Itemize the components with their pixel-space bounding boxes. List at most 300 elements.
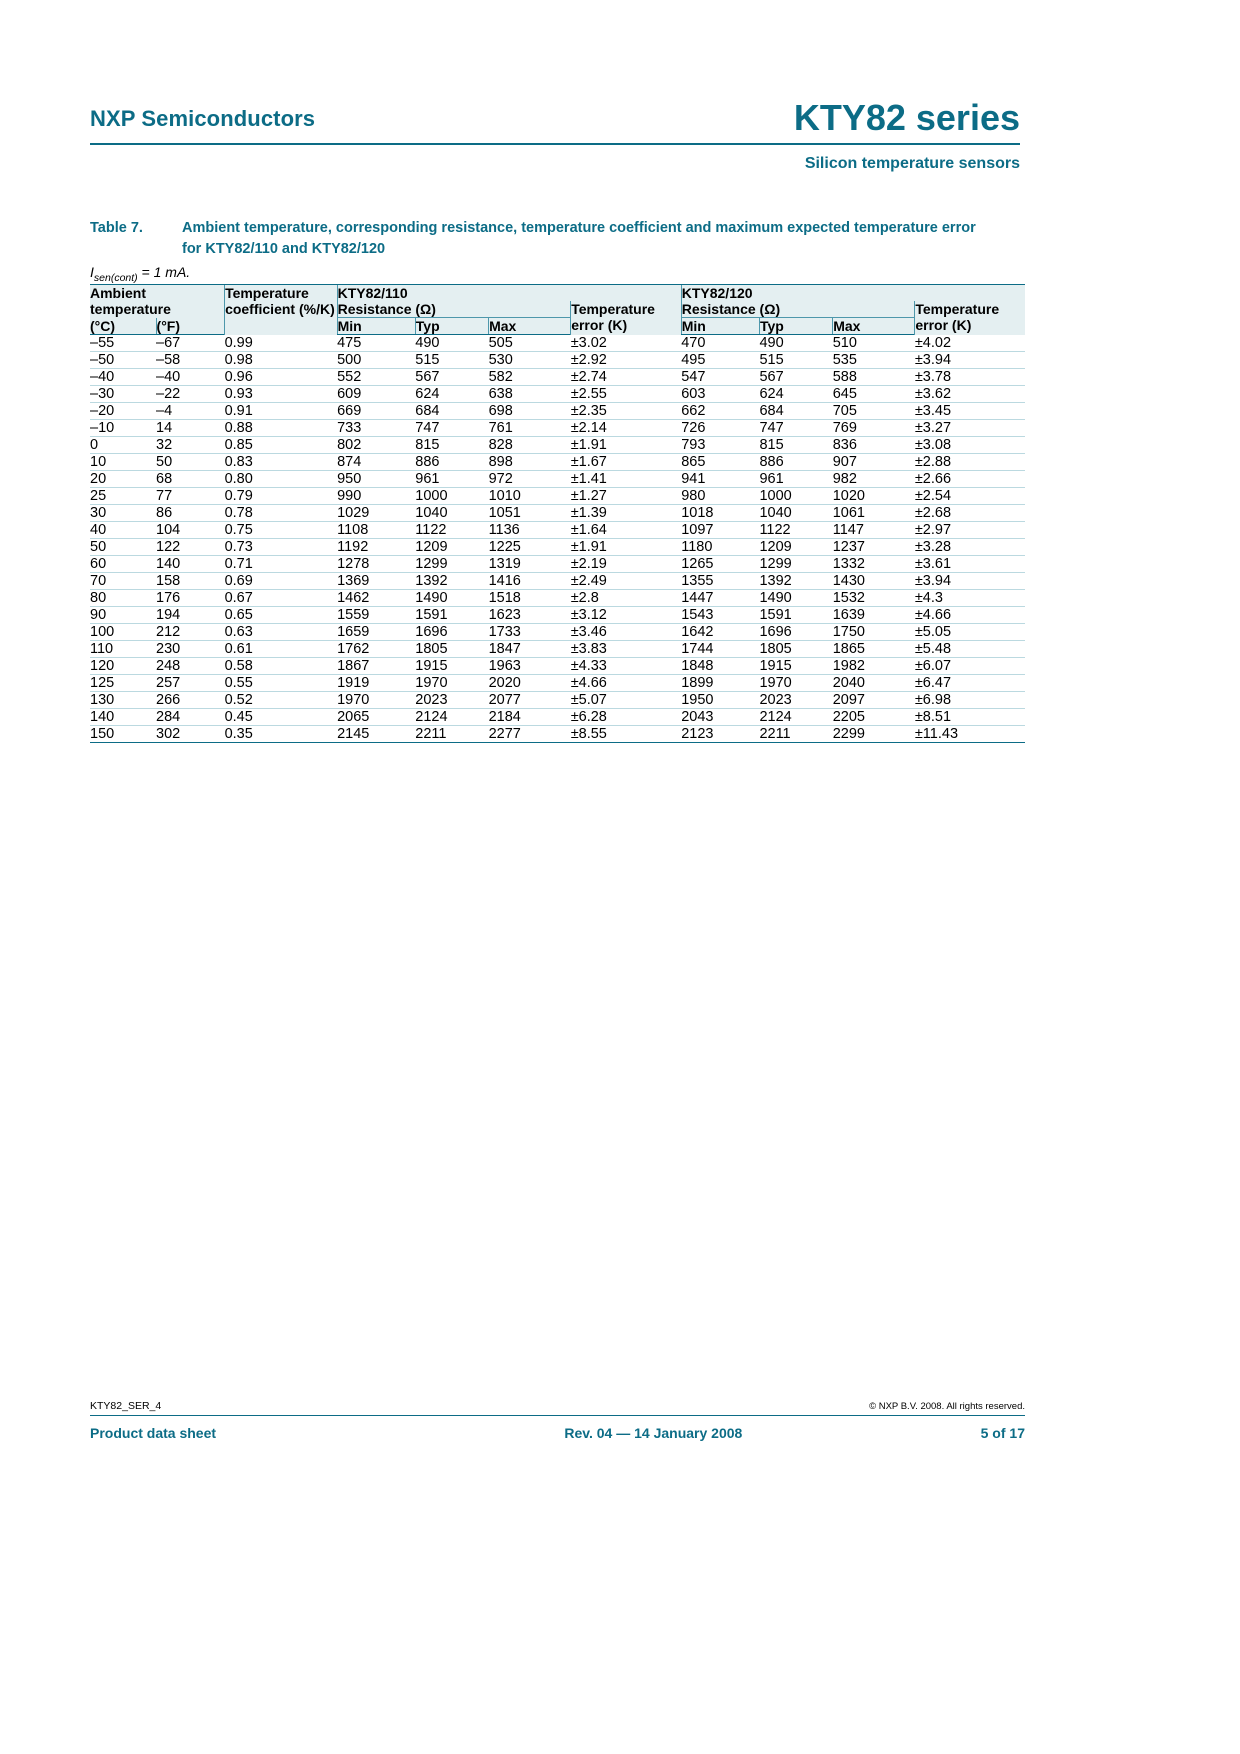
cell-min-110: 802 [337,437,415,454]
cell-max-110: 1416 [489,573,571,590]
header-max-120: Max [833,318,915,335]
header-temperature-coefficient: Temperature coefficient (%/K) [225,285,338,335]
cell-temperature-coefficient: 0.96 [225,369,338,386]
header-temperature-error-110: Temperature error (K) [571,301,682,335]
cell-fahrenheit: –40 [156,369,225,386]
cell-typ-120: 1696 [759,624,832,641]
cell-temperature-coefficient: 0.63 [225,624,338,641]
table-row [90,709,1025,726]
cell-temperature-coefficient: 0.61 [225,641,338,658]
cell-fahrenheit: 104 [156,522,225,539]
cell-typ-120: 684 [759,403,832,420]
table-row [90,607,1025,624]
condition-symbol: I [90,264,94,280]
cell-temperature-coefficient: 0.55 [225,675,338,692]
cell-min-110: 1559 [337,607,415,624]
cell-typ-120: 1805 [759,641,832,658]
cell-max-120: 836 [833,437,915,454]
cell-max-110: 2077 [489,692,571,709]
table-row [90,726,1025,743]
cell-typ-110: 1915 [415,658,488,675]
cell-max-120: 1020 [833,488,915,505]
cell-typ-120: 1040 [759,505,832,522]
cell-celsius: –55 [90,335,156,352]
cell-fahrenheit: –58 [156,352,225,369]
cell-max-110: 1051 [489,505,571,522]
cell-min-110: 1369 [337,573,415,590]
cell-max-110: 1010 [489,488,571,505]
cell-fahrenheit: 176 [156,590,225,607]
cell-max-120: 1639 [833,607,915,624]
cell-temperature-coefficient: 0.78 [225,505,338,522]
header-ambient-temperature: Ambient temperature [90,285,225,318]
cell-fahrenheit: 212 [156,624,225,641]
cell-min-120: 2123 [681,726,759,743]
cell-max-110: 1733 [489,624,571,641]
cell-max-110: 1319 [489,556,571,573]
cell-temperature-coefficient: 0.67 [225,590,338,607]
cell-typ-120: 624 [759,386,832,403]
cell-max-110: 2277 [489,726,571,743]
cell-typ-110: 2023 [415,692,488,709]
cell-typ-120: 1209 [759,539,832,556]
cell-min-110: 874 [337,454,415,471]
cell-typ-110: 1209 [415,539,488,556]
cell-typ-110: 2211 [415,726,488,743]
cell-temperature-coefficient: 0.99 [225,335,338,352]
cell-error-120: ±11.43 [915,726,1025,743]
cell-error-110: ±4.66 [571,675,682,692]
cell-min-110: 1108 [337,522,415,539]
cell-min-110: 552 [337,369,415,386]
cell-fahrenheit: 50 [156,454,225,471]
cell-max-110: 2184 [489,709,571,726]
footer-divider [90,1415,1025,1416]
table-row [90,692,1025,709]
cell-min-110: 2065 [337,709,415,726]
cell-min-110: 1029 [337,505,415,522]
table-row [90,522,1025,539]
cell-max-120: 907 [833,454,915,471]
header-celsius: (°C) [90,318,156,335]
cell-typ-120: 567 [759,369,832,386]
cell-error-110: ±1.67 [571,454,682,471]
cell-typ-110: 1970 [415,675,488,692]
cell-temperature-coefficient: 0.83 [225,454,338,471]
table-head [90,285,1025,335]
cell-min-110: 733 [337,420,415,437]
cell-celsius: 0 [90,437,156,454]
cell-fahrenheit: 230 [156,641,225,658]
page-header [90,97,1020,173]
cell-fahrenheit: –4 [156,403,225,420]
cell-typ-120: 886 [759,454,832,471]
cell-celsius: 140 [90,709,156,726]
cell-celsius: 25 [90,488,156,505]
cell-error-120: ±3.61 [915,556,1025,573]
cell-fahrenheit: 77 [156,488,225,505]
table-row [90,420,1025,437]
cell-temperature-coefficient: 0.71 [225,556,338,573]
cell-celsius: 100 [90,624,156,641]
cell-celsius: –10 [90,420,156,437]
cell-typ-110: 490 [415,335,488,352]
copyright-notice: © NXP B.V. 2008. All rights reserved. [869,1401,1025,1412]
cell-max-110: 761 [489,420,571,437]
cell-temperature-coefficient: 0.45 [225,709,338,726]
revision-info: Rev. 04 — 14 January 2008 [564,1425,743,1441]
cell-error-120: ±2.68 [915,505,1025,522]
header-temperature-error-120: Temperature error (K) [915,301,1025,335]
cell-error-120: ±3.94 [915,573,1025,590]
table-row [90,471,1025,488]
cell-error-120: ±5.05 [915,624,1025,641]
cell-error-110: ±1.27 [571,488,682,505]
cell-min-120: 793 [681,437,759,454]
table-row [90,624,1025,641]
cell-max-120: 2097 [833,692,915,709]
table-row [90,352,1025,369]
cell-min-120: 1899 [681,675,759,692]
cell-error-120: ±4.02 [915,335,1025,352]
cell-max-110: 530 [489,352,571,369]
cell-typ-110: 2124 [415,709,488,726]
header-group-kty82-120: KTY82/120 [681,285,1025,302]
cell-error-120: ±6.07 [915,658,1025,675]
page-number: 5 of 17 [980,1425,1025,1441]
cell-typ-120: 1392 [759,573,832,590]
cell-min-110: 1278 [337,556,415,573]
cell-typ-110: 1122 [415,522,488,539]
cell-max-110: 1623 [489,607,571,624]
header-min-110: Min [337,318,415,335]
cell-error-110: ±5.07 [571,692,682,709]
cell-error-110: ±2.49 [571,573,682,590]
table-row [90,386,1025,403]
cell-celsius: 70 [90,573,156,590]
table-number: Table 7. [90,220,143,236]
cell-typ-110: 684 [415,403,488,420]
cell-celsius: 20 [90,471,156,488]
cell-error-110: ±6.28 [571,709,682,726]
cell-max-120: 1865 [833,641,915,658]
cell-error-120: ±2.54 [915,488,1025,505]
cell-typ-110: 1805 [415,641,488,658]
cell-min-120: 495 [681,352,759,369]
cell-min-120: 470 [681,335,759,352]
cell-typ-110: 747 [415,420,488,437]
header-typ-110: Typ [415,318,488,335]
cell-error-120: ±5.48 [915,641,1025,658]
header-fahrenheit: (°F) [156,318,225,335]
cell-min-120: 1447 [681,590,759,607]
cell-max-110: 698 [489,403,571,420]
table-row [90,488,1025,505]
cell-fahrenheit: 140 [156,556,225,573]
cell-max-120: 2299 [833,726,915,743]
cell-max-120: 588 [833,369,915,386]
cell-min-120: 1355 [681,573,759,590]
product-subtitle: Silicon temperature sensors [804,154,1020,172]
cell-min-120: 726 [681,420,759,437]
cell-max-110: 1225 [489,539,571,556]
cell-fahrenheit: 122 [156,539,225,556]
cell-temperature-coefficient: 0.91 [225,403,338,420]
cell-error-120: ±8.51 [915,709,1025,726]
cell-min-120: 662 [681,403,759,420]
cell-fahrenheit: 158 [156,573,225,590]
cell-temperature-coefficient: 0.73 [225,539,338,556]
cell-fahrenheit: 257 [156,675,225,692]
cell-celsius: 110 [90,641,156,658]
cell-temperature-coefficient: 0.52 [225,692,338,709]
cell-typ-110: 886 [415,454,488,471]
cell-celsius: 150 [90,726,156,743]
cell-error-110: ±2.14 [571,420,682,437]
cell-min-110: 950 [337,471,415,488]
cell-min-110: 609 [337,386,415,403]
cell-max-110: 505 [489,335,571,352]
cell-min-110: 1919 [337,675,415,692]
cell-min-110: 1762 [337,641,415,658]
table-row [90,641,1025,658]
cell-fahrenheit: 194 [156,607,225,624]
cell-max-120: 535 [833,352,915,369]
table-row [90,556,1025,573]
cell-max-110: 1136 [489,522,571,539]
cell-max-120: 1061 [833,505,915,522]
cell-max-120: 1237 [833,539,915,556]
cell-max-120: 1982 [833,658,915,675]
cell-celsius: –20 [90,403,156,420]
cell-celsius: 10 [90,454,156,471]
cell-typ-110: 815 [415,437,488,454]
cell-fahrenheit: 248 [156,658,225,675]
cell-error-120: ±2.97 [915,522,1025,539]
cell-max-120: 2040 [833,675,915,692]
cell-temperature-coefficient: 0.69 [225,573,338,590]
cell-error-110: ±3.83 [571,641,682,658]
cell-celsius: –50 [90,352,156,369]
cell-max-120: 645 [833,386,915,403]
cell-min-110: 2145 [337,726,415,743]
table-row [90,403,1025,420]
header-resistance-110: Resistance (Ω) [337,301,571,318]
cell-max-120: 1532 [833,590,915,607]
cell-typ-120: 515 [759,352,832,369]
cell-typ-120: 2124 [759,709,832,726]
cell-max-120: 982 [833,471,915,488]
cell-fahrenheit: 284 [156,709,225,726]
company-name: NXP Semiconductors [90,106,316,131]
cell-fahrenheit: 14 [156,420,225,437]
cell-min-110: 1867 [337,658,415,675]
cell-max-110: 898 [489,454,571,471]
cell-min-110: 1970 [337,692,415,709]
cell-temperature-coefficient: 0.93 [225,386,338,403]
cell-error-120: ±3.08 [915,437,1025,454]
cell-max-120: 769 [833,420,915,437]
cell-typ-120: 1591 [759,607,832,624]
cell-error-110: ±3.02 [571,335,682,352]
cell-fahrenheit: 86 [156,505,225,522]
cell-typ-120: 2211 [759,726,832,743]
cell-error-110: ±1.64 [571,522,682,539]
cell-temperature-coefficient: 0.58 [225,658,338,675]
cell-min-110: 1192 [337,539,415,556]
cell-error-110: ±3.12 [571,607,682,624]
cell-celsius: –40 [90,369,156,386]
table-title: Ambient temperature, corresponding resistance, temperature coefficient and maximum expected temperature error for KTY82/110 and KTY82/120 [182,220,976,258]
cell-fahrenheit: 302 [156,726,225,743]
cell-typ-110: 1696 [415,624,488,641]
cell-min-110: 669 [337,403,415,420]
cell-error-120: ±3.78 [915,369,1025,386]
cell-fahrenheit: 68 [156,471,225,488]
cell-max-110: 828 [489,437,571,454]
product-title: KTY82 series [793,97,1020,138]
cell-temperature-coefficient: 0.80 [225,471,338,488]
cell-error-120: ±3.62 [915,386,1025,403]
cell-min-120: 2043 [681,709,759,726]
cell-typ-120: 490 [759,335,832,352]
cell-min-110: 990 [337,488,415,505]
cell-min-120: 1642 [681,624,759,641]
cell-max-110: 582 [489,369,571,386]
cell-celsius: 50 [90,539,156,556]
cell-error-110: ±2.74 [571,369,682,386]
cell-celsius: 30 [90,505,156,522]
cell-typ-120: 1000 [759,488,832,505]
cell-error-110: ±1.39 [571,505,682,522]
header-max-110: Max [489,318,571,335]
cell-error-110: ±2.92 [571,352,682,369]
cell-max-120: 510 [833,335,915,352]
cell-error-110: ±4.33 [571,658,682,675]
header-min-120: Min [681,318,759,335]
cell-typ-110: 567 [415,369,488,386]
cell-error-120: ±4.3 [915,590,1025,607]
header-group-kty82-110: KTY82/110 [337,285,681,302]
cell-typ-110: 1299 [415,556,488,573]
table-row [90,658,1025,675]
cell-celsius: 125 [90,675,156,692]
cell-max-110: 1518 [489,590,571,607]
table-row [90,505,1025,522]
cell-error-120: ±4.66 [915,607,1025,624]
cell-celsius: 60 [90,556,156,573]
cell-min-120: 1744 [681,641,759,658]
cell-error-110: ±1.41 [571,471,682,488]
cell-max-110: 2020 [489,675,571,692]
cell-max-120: 1147 [833,522,915,539]
cell-typ-120: 1299 [759,556,832,573]
cell-fahrenheit: –22 [156,386,225,403]
cell-typ-110: 1490 [415,590,488,607]
cell-celsius: 80 [90,590,156,607]
table-row [90,454,1025,471]
cell-error-120: ±6.47 [915,675,1025,692]
cell-error-110: ±1.91 [571,437,682,454]
cell-min-120: 603 [681,386,759,403]
cell-typ-110: 1000 [415,488,488,505]
cell-error-120: ±2.88 [915,454,1025,471]
cell-error-120: ±2.66 [915,471,1025,488]
header-resistance-120: Resistance (Ω) [681,301,915,318]
header-typ-120: Typ [759,318,832,335]
cell-max-120: 1332 [833,556,915,573]
cell-typ-110: 961 [415,471,488,488]
cell-error-120: ±3.94 [915,352,1025,369]
table-row [90,675,1025,692]
table-row [90,573,1025,590]
cell-error-110: ±1.91 [571,539,682,556]
cell-error-120: ±3.28 [915,539,1025,556]
cell-celsius: –30 [90,386,156,403]
cell-min-120: 1265 [681,556,759,573]
cell-min-110: 475 [337,335,415,352]
cell-min-120: 865 [681,454,759,471]
cell-fahrenheit: 32 [156,437,225,454]
cell-min-120: 1848 [681,658,759,675]
cell-min-120: 1950 [681,692,759,709]
cell-error-110: ±2.35 [571,403,682,420]
cell-error-120: ±3.27 [915,420,1025,437]
cell-temperature-coefficient: 0.65 [225,607,338,624]
cell-error-110: ±2.19 [571,556,682,573]
table-row [90,369,1025,386]
cell-max-110: 638 [489,386,571,403]
table-condition [90,264,190,284]
cell-min-120: 1180 [681,539,759,556]
cell-min-110: 500 [337,352,415,369]
cell-temperature-coefficient: 0.85 [225,437,338,454]
cell-max-120: 1750 [833,624,915,641]
cell-typ-110: 624 [415,386,488,403]
cell-max-110: 1963 [489,658,571,675]
cell-typ-110: 1392 [415,573,488,590]
cell-temperature-coefficient: 0.35 [225,726,338,743]
header-row-1 [90,285,1025,302]
cell-celsius: 90 [90,607,156,624]
cell-error-110: ±2.55 [571,386,682,403]
cell-min-120: 980 [681,488,759,505]
cell-celsius: 130 [90,692,156,709]
page-footer [90,1400,1025,1441]
cell-celsius: 120 [90,658,156,675]
table-row [90,437,1025,454]
document-id: KTY82_SER_4 [90,1400,162,1412]
cell-fahrenheit: –67 [156,335,225,352]
cell-temperature-coefficient: 0.79 [225,488,338,505]
cell-error-120: ±6.98 [915,692,1025,709]
document-type: Product data sheet [90,1425,217,1441]
table-caption [90,218,1025,260]
cell-min-110: 1659 [337,624,415,641]
cell-temperature-coefficient: 0.98 [225,352,338,369]
cell-celsius: 40 [90,522,156,539]
cell-typ-120: 2023 [759,692,832,709]
resistance-table [90,284,1025,743]
cell-typ-110: 1040 [415,505,488,522]
cell-error-110: ±8.55 [571,726,682,743]
header-divider [90,143,1020,145]
cell-min-120: 1018 [681,505,759,522]
table-row [90,590,1025,607]
condition-subscript: sen(cont) [93,271,138,284]
cell-typ-110: 515 [415,352,488,369]
cell-fahrenheit: 266 [156,692,225,709]
